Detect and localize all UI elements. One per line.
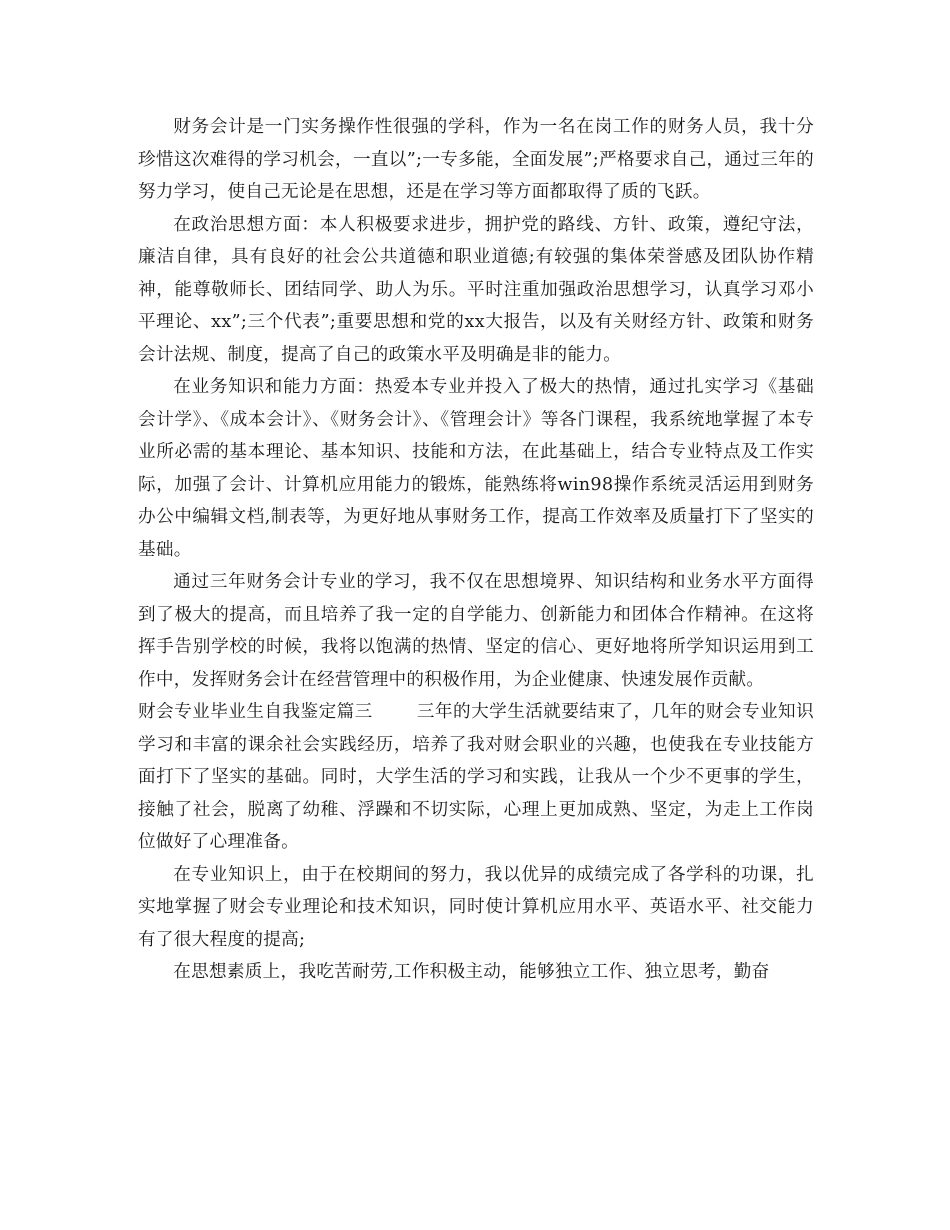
body-paragraph-1: 财务会计是一门实务操作性很强的学科，作为一名在岗工作的财务人员，我十分珍惜这次难得的学习机会，一直以”;一专多能，全面发展”;严格要求自己，通过三年的努力学习，使自己无论是在思想，还是在学习等方面都取得了质的飞跃。 <box>138 117 814 202</box>
body-paragraph-2: 在政治思想方面：本人积极要求进步，拥护党的路线、方针、政策，遵纪守法，廉洁自律，具有良好的社会公共道德和职业道德;有较强的集体荣誉感及团队协作精神，能尊敬师长、团结同学、助人为乐。平时注重加强政治思想学习，认真学习邓小平理论、xx”;三个代表”;重要思想和党的xx大报告，以及有关财经方针、政策和财务会计法规、制度，提高了自己的政策水平及明确是非的能力。 <box>138 214 814 365</box>
section-heading: 财会专业毕业生自我鉴定篇三 <box>138 702 373 722</box>
section-first-paragraph-text: 三年的大学生活就要结束了，几年的财会专业知识学习和丰富的课余社会实践经历，培养了我对财会职业的兴趣，也使我在专业技能方面打下了坚实的基础。同时，大学生活的学习和实践，让我从一个少不更事的学生，接触了社会，脱离了幼稚、浮躁和不切实际，心理上更加成熟、坚定，为走上工作岗位做好了心理准备。 <box>138 702 814 852</box>
body-paragraph-3: 在业务知识和能力方面：热爱本专业并投入了极大的热情，通过扎实学习《基础会计学》、《成本会计》、《财务会计》、《管理会计》等各门课程，我系统地掌握了本专业所必需的基本理论、基本知识、技能和方法，在此基础上，结合专业特点及工作实际，加强了会计、计算机应用能力的锻炼，能熟练将win98操作系统灵活运用到财务办公中编辑文档,制表等，为更好地从事财务工作，提高工作效率及质量打下了坚实的基础。 <box>138 377 814 560</box>
document-page <box>138 111 814 989</box>
section-paragraph-1: 在专业知识上，由于在校期间的努力，我以优异的成绩完成了各学科的功课，扎实地掌握了财会专业理论和技术知识，同时使计算机应用水平、英语水平、社交能力有了很大程度的提高; <box>138 864 814 950</box>
body-paragraph-4: 通过三年财务会计专业的学习，我不仅在思想境界、知识结构和业务水平方面得到了极大的提高，而且培养了我一定的自学能力、创新能力和团体合作精神。在这将挥手告别学校的时候，我将以饱满的热情、坚定的信心、更好地将所学知识运用到工作中，发挥财务会计在经营管理中的积极作用，为企业健康、快速发展作贡献。 <box>138 572 814 690</box>
section-intro-paragraph <box>138 696 814 859</box>
section-paragraph-2: 在思想素质上，我吃苦耐劳,工作积极主动，能够独立工作、独立思考，勤奋 <box>173 962 770 982</box>
